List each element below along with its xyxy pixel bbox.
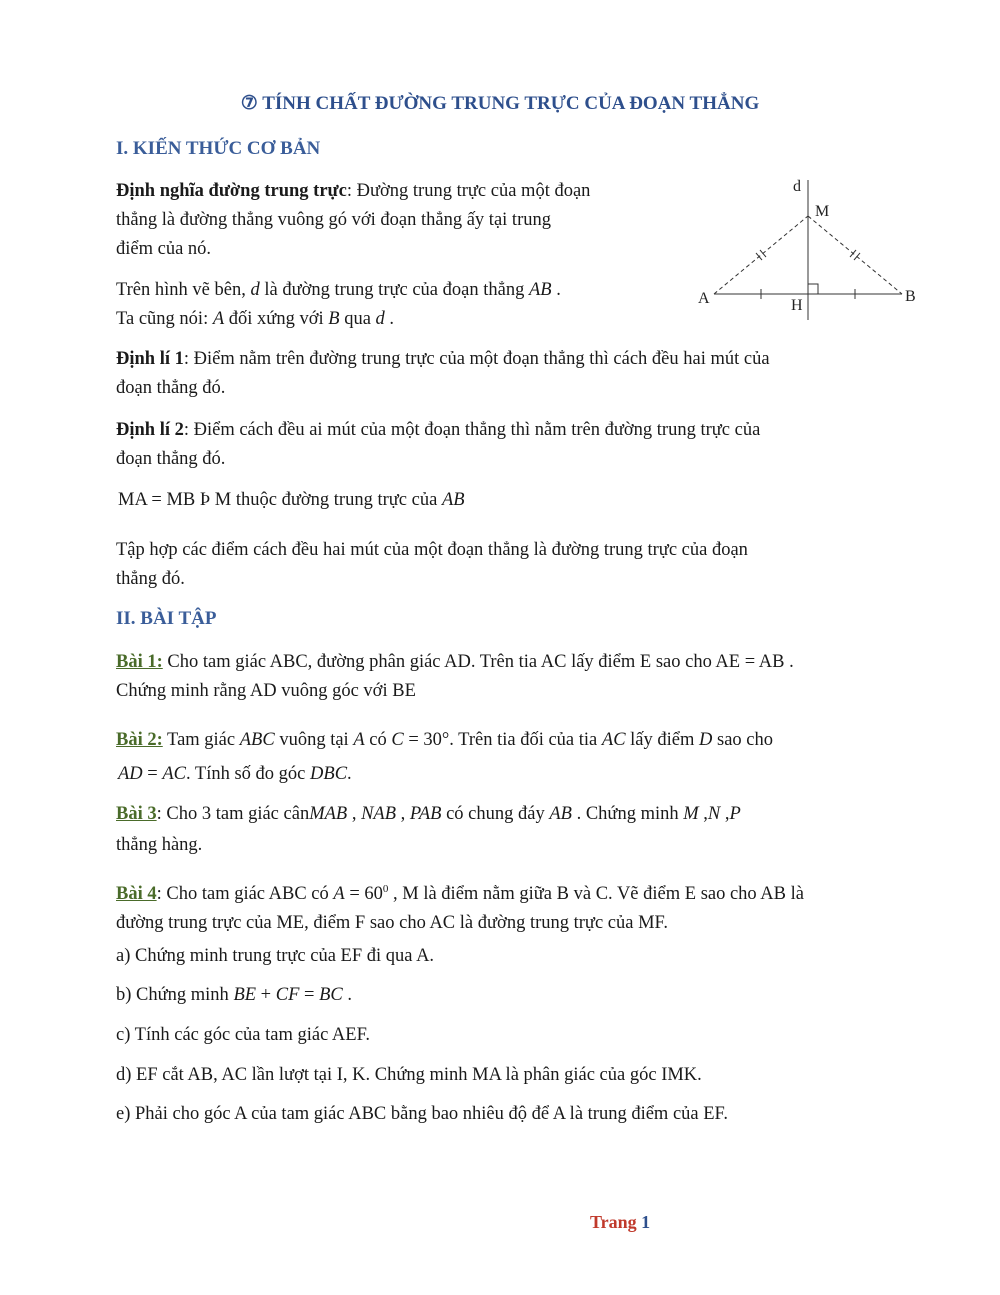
exercise-1: Bài 1: Cho tam giác ABC, đường phân giác AD. Trên tia AC lấy điểm E sao cho AE = AB . Chứng minh rằng AD vuông góc với BE xyxy=(116,652,794,701)
theorem-1: Định lí 1: Điểm nằm trên đường trung trực của một đoạn thẳng thì cách đều hai mút của đoạn thẳng đó. xyxy=(116,349,770,398)
page-number: Trang 1 xyxy=(590,1212,651,1232)
label-a: A xyxy=(698,290,710,307)
theorem-2-label: Định lí 2 xyxy=(116,420,184,440)
label-m: M xyxy=(815,203,830,220)
exercise-4-part-a: a) Chứng minh trung trực của EF đi qua A. xyxy=(116,946,435,966)
exercise-4-part-c: c) Tính các góc của tam giác AEF. xyxy=(116,1025,370,1045)
figure-note: Trên hình vẽ bên, d là đường trung trực của đoạn thẳng AB . Ta cũng nói: A đối xứng với B qua d . xyxy=(116,280,561,329)
exercise-4-part-e: e) Phải cho góc A của tam giác ABC bằng bao nhiêu độ để A là trung điểm của EF. xyxy=(116,1104,728,1124)
section-heading-basics: I. KIẾN THỨC CƠ BẢN xyxy=(116,138,321,159)
definition-label: Định nghĩa đường trung trực xyxy=(116,181,347,201)
segment-mb xyxy=(808,216,902,294)
exercise-3-label: Bài 3 xyxy=(116,804,157,824)
label-d: d xyxy=(793,178,801,195)
segment-ma xyxy=(714,216,808,294)
label-b: B xyxy=(905,288,916,305)
label-h: H xyxy=(791,297,803,314)
section-heading-exercises: II. BÀI TẬP xyxy=(116,608,217,629)
theorem-1-label: Định lí 1 xyxy=(116,349,184,369)
exercise-3: Bài 3: Cho 3 tam giác cânMAB , NAB , PAB có chung đáy AB . Chứng minh M ,N ,P thẳng hàng. xyxy=(116,804,741,855)
theorem-2: Định lí 2: Điểm cách đều ai mút của một đoạn thẳng thì nằm trên đường trung trực của đoạn thẳng đó. xyxy=(116,420,761,469)
exercise-1-label: Bài 1: xyxy=(116,652,163,672)
locus-statement: Tập hợp các điểm cách đều hai mút của một đoạn thẳng là đường trung trực của đoạn thẳng đó. xyxy=(116,540,748,589)
definition-paragraph: Định nghĩa đường trung trực: Đường trung trực của một đoạn thẳng là đường thẳng vuông gó với đoạn thẳng ấy tại trung điểm của nó. xyxy=(116,181,591,259)
page-title: ⑦ TÍNH CHẤT ĐƯỜNG TRUNG TRỰC CỦA ĐOẠN THẲNG xyxy=(240,93,760,114)
exercise-4: Bài 4: Cho tam giác ABC có $A = 60^0$ , M là điểm nằm giữa B và C. Vẽ điểm E sao cho AB là đường trung trực của ME, điểm F sao cho AC là đường trung trực của MF. xyxy=(116,883,804,934)
formula-line: MA = MB Þ M thuộc đường trung trực của AB xyxy=(118,490,465,510)
exercise-4-part-d: d) EF cắt AB, AC lần lượt tại I, K. Chứng minh MA là phân giác của góc IMK. xyxy=(116,1065,702,1085)
perpendicular-bisector-figure xyxy=(690,172,930,332)
exercise-2: Bài 2: Tam giác ABC vuông tại A có C = 30°. Trên tia đối của tia AC lấy điểm D sao cho AD = AC. Tính số đo góc DBC. xyxy=(116,730,773,784)
right-angle-mark xyxy=(808,284,818,294)
exercise-4-label: Bài 4 xyxy=(116,884,157,905)
exercise-2-label: Bài 2: xyxy=(116,730,163,750)
exercise-4-part-b: b) Chứng minh BE + CF = BC . xyxy=(116,985,352,1005)
